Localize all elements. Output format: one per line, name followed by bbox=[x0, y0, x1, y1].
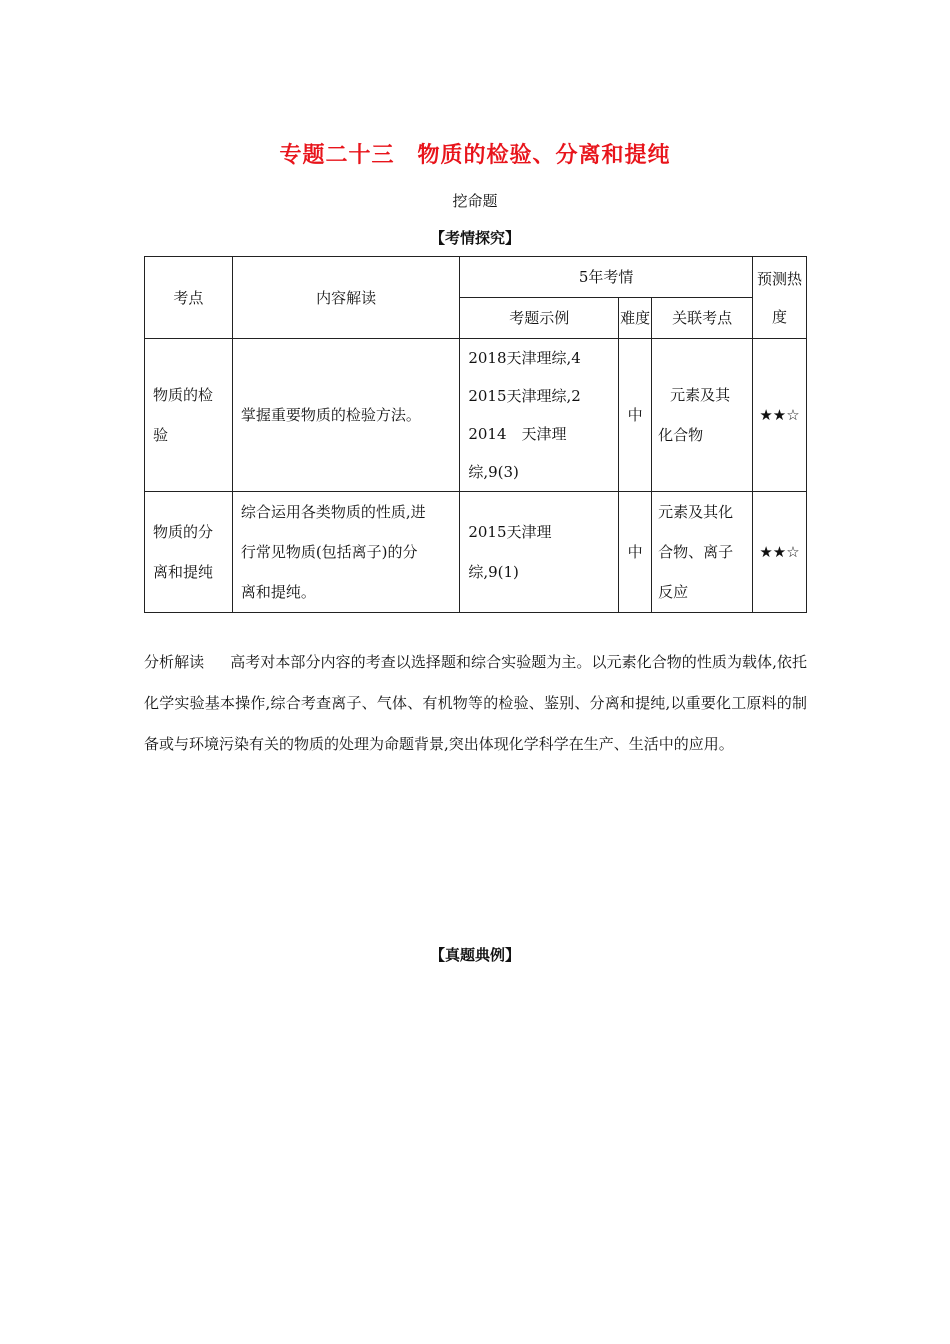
cell-related: 元素及其 化合物 bbox=[652, 339, 753, 492]
table-row bbox=[145, 339, 807, 492]
section-heading-real-examples: 【真题典例】 bbox=[429, 946, 520, 964]
cell-example: 2015天津理 综,9(1) bbox=[460, 492, 619, 613]
header-five-year: 5年考情 bbox=[460, 257, 753, 298]
header-content: 内容解读 bbox=[232, 257, 460, 339]
header-example: 考题示例 bbox=[460, 298, 619, 339]
section-heading-exam-analysis: 【考情探究】 bbox=[429, 229, 520, 247]
exam-analysis-table bbox=[144, 256, 807, 613]
cell-content: 掌握重要物质的检验方法。 bbox=[232, 339, 460, 492]
header-related: 关联考点 bbox=[652, 298, 753, 339]
analysis-label: 分析解读 bbox=[144, 653, 205, 671]
cell-forecast-stars: ★★☆ bbox=[752, 492, 806, 613]
cell-difficulty: 中 bbox=[619, 339, 652, 492]
subtitle: 挖命题 bbox=[452, 192, 498, 210]
analysis-paragraph bbox=[144, 642, 807, 765]
page-title: 专题二十三 物质的检验、分离和提纯 bbox=[279, 143, 671, 168]
cell-related: 元素及其化 合物、离子 反应 bbox=[652, 492, 753, 613]
table-header-row bbox=[145, 257, 807, 298]
header-difficulty: 难度 bbox=[619, 298, 652, 339]
header-kaodian: 考点 bbox=[145, 257, 233, 339]
cell-example: 2018天津理综,4 2015天津理综,2 2014 天津理 综,9(3) bbox=[460, 339, 619, 492]
cell-content: 综合运用各类物质的性质,进 行常见物质(包括离子)的分 离和提纯。 bbox=[232, 492, 460, 613]
cell-difficulty: 中 bbox=[619, 492, 652, 613]
cell-forecast-stars: ★★☆ bbox=[752, 339, 806, 492]
cell-kaodian: 物质的检 验 bbox=[145, 339, 233, 492]
header-forecast: 预测热 度 bbox=[752, 257, 806, 339]
cell-kaodian: 物质的分 离和提纯 bbox=[145, 492, 233, 613]
table-row bbox=[145, 492, 807, 613]
analysis-text: 高考对本部分内容的考查以选择题和综合实验题为主。以元素化合物的性质为载体,依托化学实验基本操作,综合考查离子、气体、有机物等的检验、鉴别、分离和提纯,以重要化工原料的制备或与环境污染有关的物质的处理为命题背景,突出体现化学科学在生产、生活中的应用。 bbox=[144, 653, 807, 753]
